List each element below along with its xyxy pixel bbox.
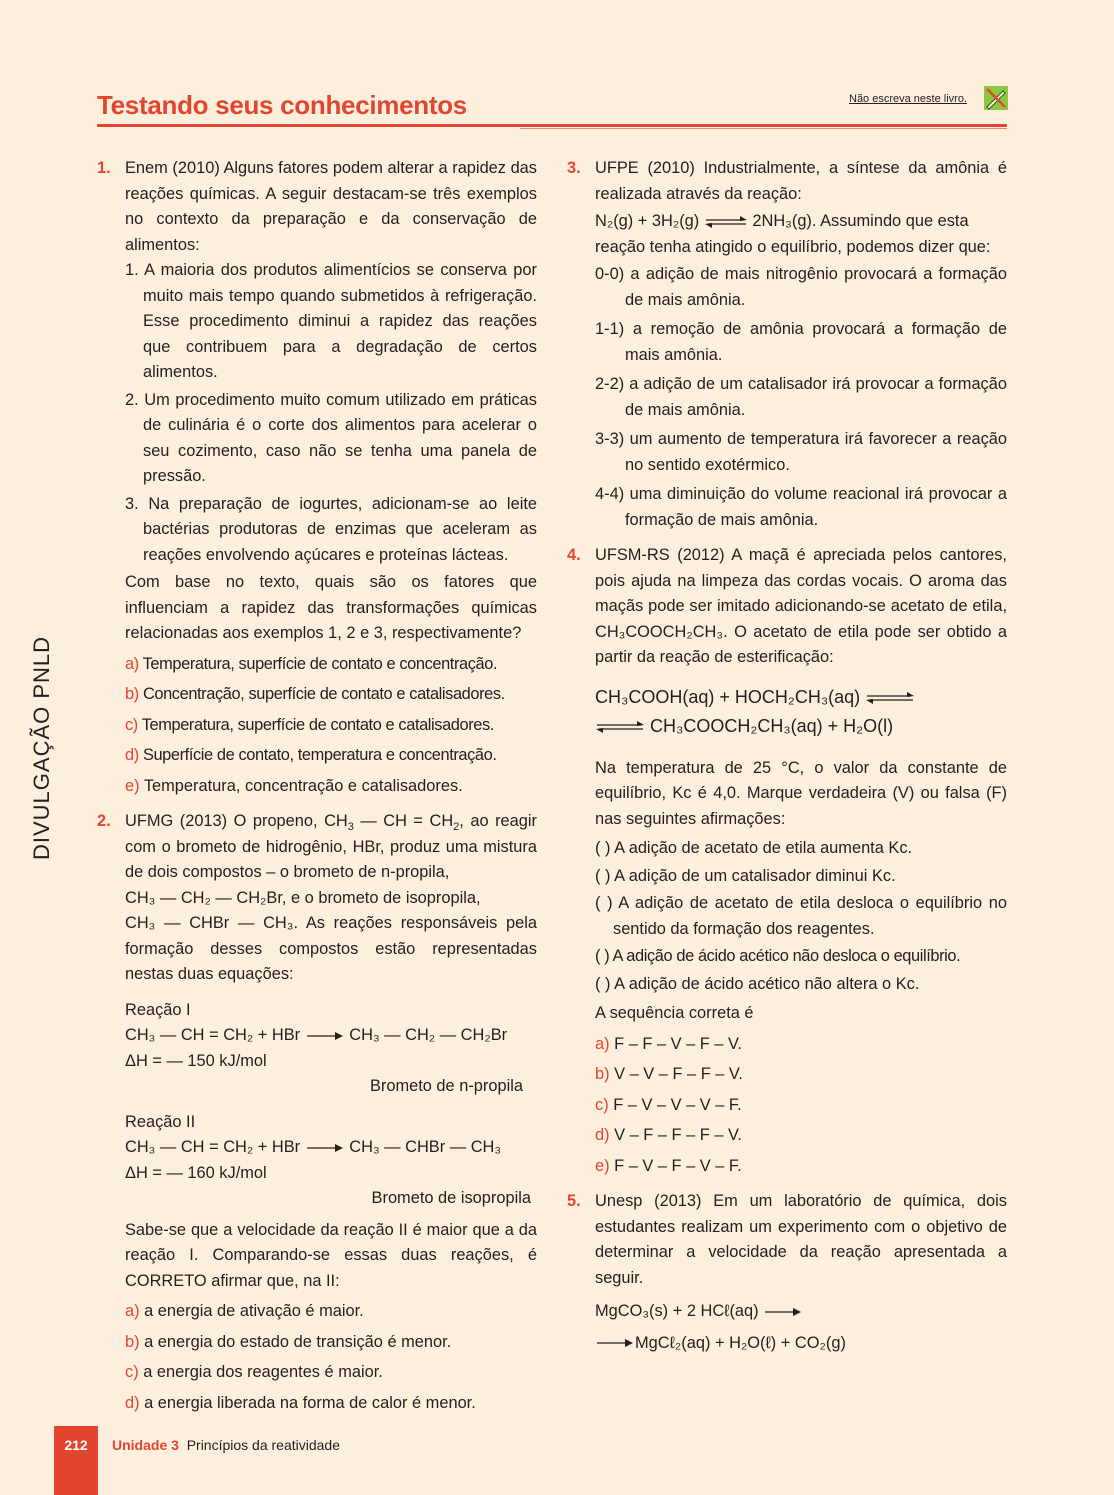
reaction-2-enthalpy: ΔH = — 160 kJ/mol: [125, 1163, 267, 1182]
right-column: [567, 156, 1007, 1360]
equilibrium-equation: N₂(g) + 3H₂(g) 2NH₃(g). Assumindo que esta: [595, 212, 969, 230]
option-d: d) V – F – F – F – V.: [595, 1126, 742, 1144]
reaction-2-equation: CH₃ — CH = CH₂ + HBr CH₃ — CHBr — CH₃: [125, 1138, 502, 1156]
option-b: b) a energia do estado de transição é menor.: [125, 1332, 452, 1351]
option-b: b) Concentração, superfície de contato e catalisadores.: [125, 685, 505, 703]
question-intro: UFSM-RS (2012) A maçã é apreciada pelos cantores, pois ajuda na limpeza das cordas vocais. O aroma das maçãs pode ser imitado adicionando-se acetato de etila, CH₃COOCH₂CH₃. O acetato de etila pode ser obtido a partir da reação de esterificação:: [595, 546, 1007, 666]
question-intro: Enem (2010) Alguns fatores podem alterar a rapidez das reações químicas. A seguir destacam-se três exemplos no contexto da preparação e da conservação de alimentos:: [125, 159, 537, 254]
option-a: a) Temperatura, superfície de contato e concentração.: [125, 654, 498, 673]
statement-item: ( ) A adição de acetato de etila desloca o equilíbrio no sentido da formação dos reagentes.: [595, 894, 1007, 938]
question-number: 4.: [567, 546, 581, 564]
reaction-line-1: MgCO₃(s) + 2 HCℓ(aq): [595, 1299, 1007, 1325]
option-c: c) Temperatura, superfície de contato e catalisadores.: [125, 715, 494, 734]
arrow-icon: [595, 1337, 635, 1349]
arrow-icon: [763, 1306, 803, 1318]
formula-line: CH₃ — CH₂ — CH₂Br, e o brometo de isopropila,: [125, 888, 481, 907]
esterification-line-2: CH₃COOCH₂CH₃(aq) + H₂O(l): [595, 714, 1007, 740]
option-d: d) Superfície de contato, temperatura e concentração.: [125, 746, 497, 764]
option-d: d) a energia liberada na forma de calor é menor.: [125, 1393, 476, 1412]
statement-item: 1-1) a remoção de amônia provocará a formação de mais amônia.: [595, 320, 1007, 364]
statement-item: 0-0) a adição de mais nitrogênio provocará a formação de mais amônia.: [595, 265, 1007, 309]
question-intro: UFPE (2010) Industrialmente, a síntese da amônia é realizada através da reação:: [595, 159, 1007, 203]
option-a: a) a energia de ativação é maior.: [125, 1302, 364, 1320]
side-label: DIVULGAÇÃO PNLD: [29, 635, 54, 860]
footer-chapter: Princípios da reatividade: [186, 1437, 340, 1453]
question-number: 5.: [567, 1192, 581, 1210]
footer-unit: Unidade 3: [112, 1437, 179, 1453]
question-intro: Unesp (2013) Em um laboratório de química, dois estudantes realizam um experimento com o objetivo de determinar a velocidade da reação apresentada a seguir.: [595, 1192, 1007, 1287]
question-3: [567, 156, 1007, 533]
option-b: b) V – V – F – F – V.: [595, 1065, 743, 1083]
reaction-2-product-name: Brometo de isopropila: [371, 1189, 531, 1207]
no-write-pencil-icon: [984, 86, 1008, 110]
question-number: 2.: [97, 812, 111, 830]
sequence-label: A sequência correta é: [595, 1004, 754, 1022]
reaction-2-label: Reação II: [125, 1112, 196, 1131]
question-2: [97, 809, 537, 1416]
arrow-icon: [305, 1142, 345, 1154]
option-c: c) F – V – V – V – F.: [595, 1095, 742, 1114]
no-write-note: Não escreva neste livro.: [849, 93, 967, 105]
statement-item: 4-4) uma diminuição do volume reacional irá provocar a formação de mais amônia.: [595, 485, 1007, 529]
statement-item: ( ) A adição de ácido acético não desloca o equilíbrio.: [595, 947, 961, 965]
page-title: Testando seus conhecimentos: [97, 90, 467, 120]
option-e: e) F – V – F – V – F.: [595, 1156, 742, 1175]
equilibrium-arrows-icon: [865, 692, 915, 704]
question-text: Sabe-se que a velocidade da reação II é maior que a da reação I. Comparando-se essas duas reações, é CORRETO afirmar que, na II:: [125, 1220, 537, 1290]
statement-item: 2-2) a adição de um catalisador irá provocar a formação de mais amônia.: [595, 375, 1007, 419]
question-number: 3.: [567, 159, 581, 177]
reaction-1-equation: CH₃ — CH = CH₂ + HBr CH₃ — CH₂ — CH₂Br: [125, 1026, 508, 1044]
reaction-1-label: Reação I: [125, 1000, 191, 1019]
question-1: [97, 156, 537, 799]
question-number: 1.: [97, 159, 111, 177]
title-underline-thin: [520, 128, 1007, 129]
option-e: e) Temperatura, concentração e catalisadores.: [125, 776, 463, 795]
example-item: 2. Um procedimento muito comum utilizado em práticas de culinária é o corte dos alimentos para acelerar o seu cozimento, caso não se tenha uma panela de pressão.: [125, 390, 537, 485]
example-item: 1. A maioria dos produtos alimentícios se conserva por muito mais tempo quando submetidos à refrigeração. Esse procedimento diminui a rapidez das reações que contribuem para a degradação de certos alimentos.: [125, 261, 537, 381]
question-5: [567, 1189, 1007, 1356]
equilibrium-arrows-icon: [595, 721, 645, 733]
question-intro: UFMG (2013) O propeno, $CH_3$ — CH = $CH_2$, ao reagir com o brometo de hidrogênio, HBr, produz uma mistura de dois compostos – o brometo de n-propila,: [125, 812, 537, 881]
question-text: Com base no texto, quais são os fatores que influenciam a rapidez das transformações químicas relacionadas aos exemplos 1, 2 e 3, respectivamente?: [125, 573, 537, 642]
statement-item: ( ) A adição de um catalisador diminui Kc.: [595, 866, 896, 885]
example-item: 3. Na preparação de iogurtes, adicionam-se ao leite bactérias produtoras de enzimas que aceleram as reações envolvendo açúcares e proteínas lácteas.: [125, 494, 537, 564]
left-column: [97, 156, 537, 1420]
formula-line: CH₃ — CHBr — CH₃. As reações responsáveis pela formação desses compostos estão representadas nestas duas equações:: [125, 914, 537, 983]
option-c: c) a energia dos reagentes é maior.: [125, 1363, 383, 1381]
reaction-line-2: MgCℓ₂(aq) + H₂O(ℓ) + CO₂(g): [595, 1331, 1007, 1357]
esterification-line-1: CH₃COOH(aq) + HOCH₂CH₃(aq): [595, 685, 1007, 711]
option-a: a) F – F – V – F – V.: [595, 1034, 742, 1053]
question-text: reação tenha atingido o equilíbrio, podemos dizer que:: [595, 237, 991, 256]
statement-item: ( ) A adição de acetato de etila aumenta Kc.: [595, 839, 913, 857]
reaction-1-enthalpy: ΔH = — 150 kJ/mol: [125, 1051, 267, 1070]
statement-item: ( ) A adição de ácido acético não altera o Kc.: [595, 974, 920, 993]
question-text: Na temperatura de 25 °C, o valor da constante de equilíbrio, Kc é 4,0. Marque verdadeira (V) ou falsa (F) nas seguintes afirmações:: [595, 758, 1007, 828]
question-4: [567, 543, 1007, 1179]
arrow-icon: [305, 1030, 345, 1042]
statement-item: 3-3) um aumento de temperatura irá favorecer a reação no sentido exotérmico.: [595, 430, 1007, 474]
title-underline: [97, 124, 1007, 127]
page-number: 212: [64, 1437, 88, 1453]
footer-running-head: [112, 1437, 340, 1453]
reaction-1-product-name: Brometo de n-propila: [369, 1077, 523, 1095]
equilibrium-arrows-icon: [704, 216, 748, 228]
